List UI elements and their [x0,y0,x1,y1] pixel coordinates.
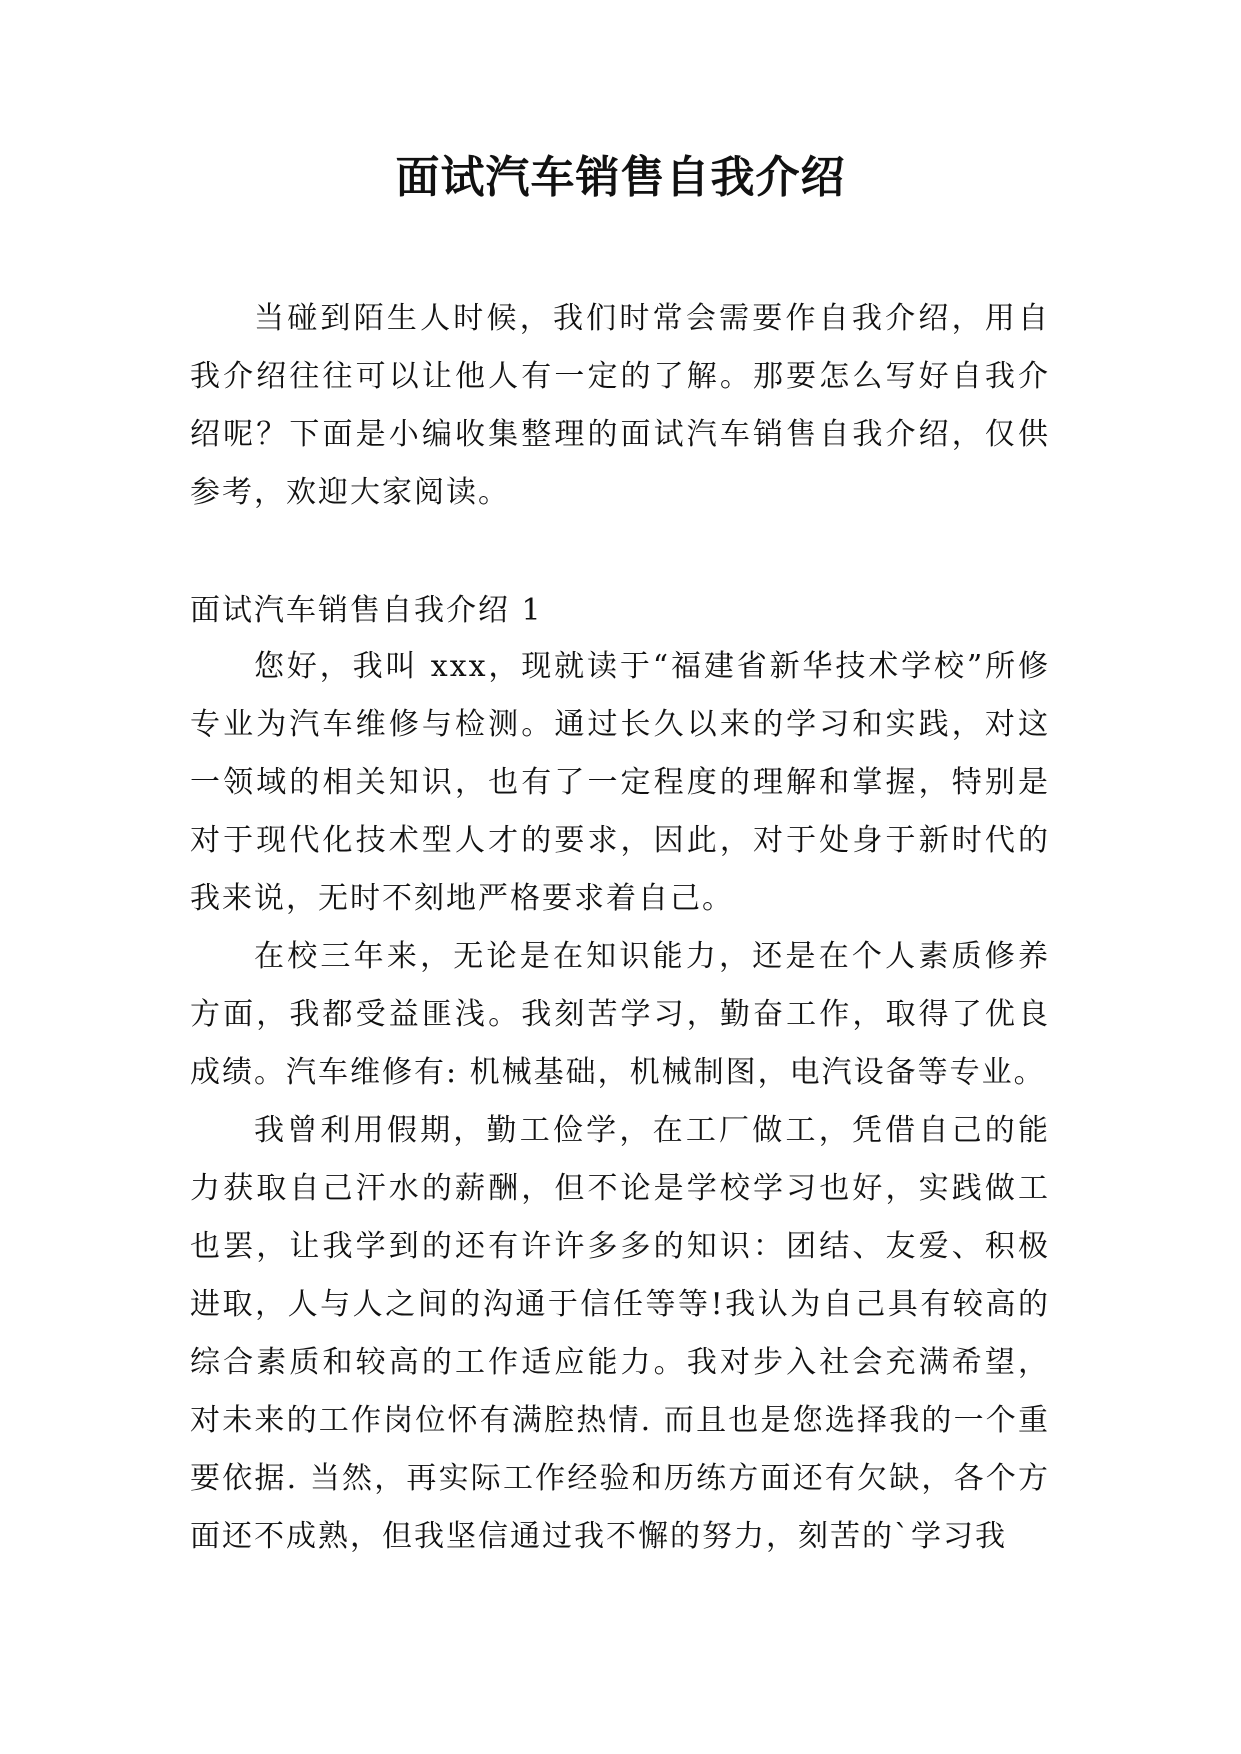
section-heading: 面试汽车销售自我介绍 1 [190,593,543,628]
body-paragraph-2: 在校三年来，无论是在知识能力，还是在个人素质修养方面，我都受益匪浅。我刻苦学习，勤奋工作，取得了优良成绩。汽车维修有: 机械基础，机械制图，电汽设备等专业。 [190,939,1050,1090]
section-content [190,638,1050,1566]
intro-paragraph: 当碰到陌生人时候，我们时常会需要作自我介绍，用自我介绍往往可以让他人有一定的了解。那要怎么写好自我介绍呢？下面是小编收集整理的面试汽车销售自我介绍，仅供参考，欢迎大家阅读。 [190,301,1050,510]
intro-block [190,290,1050,522]
body-paragraph-3: 我曾利用假期，勤工俭学，在工厂做工，凭借自己的能力获取自己汗水的薪酬，但不论是学校学习也好，实践做工也罢，让我学到的还有许许多多的知识：团结、友爱、积极进取，人与人之间的沟通于信任等等!我认为自己具有较高的综合素质和较高的工作适应能力。我对步入社会充满希望，对未来的工作岗位怀有满腔热情. 而且也是您选择我的一个重要依据. 当然，再实际工作经验和历练方面还有欠缺，各个方面还不成熟，但我坚信通过我不懈的努力，刻苦的`学习我 [190,1113,1050,1554]
document-title: 面试汽车销售自我介绍 [395,152,846,203]
body-paragraph-1: 您好，我叫 xxx，现就读于“福建省新华技术学校”所修专业为汽车维修与检测。通过长久以来的学习和实践，对这一领域的相关知识，也有了一定程度的理解和掌握，特别是对于现代化技术型人才的要求，因此，对于处身于新时代的我来说，无时不刻地严格要求着自己。 [190,649,1050,916]
